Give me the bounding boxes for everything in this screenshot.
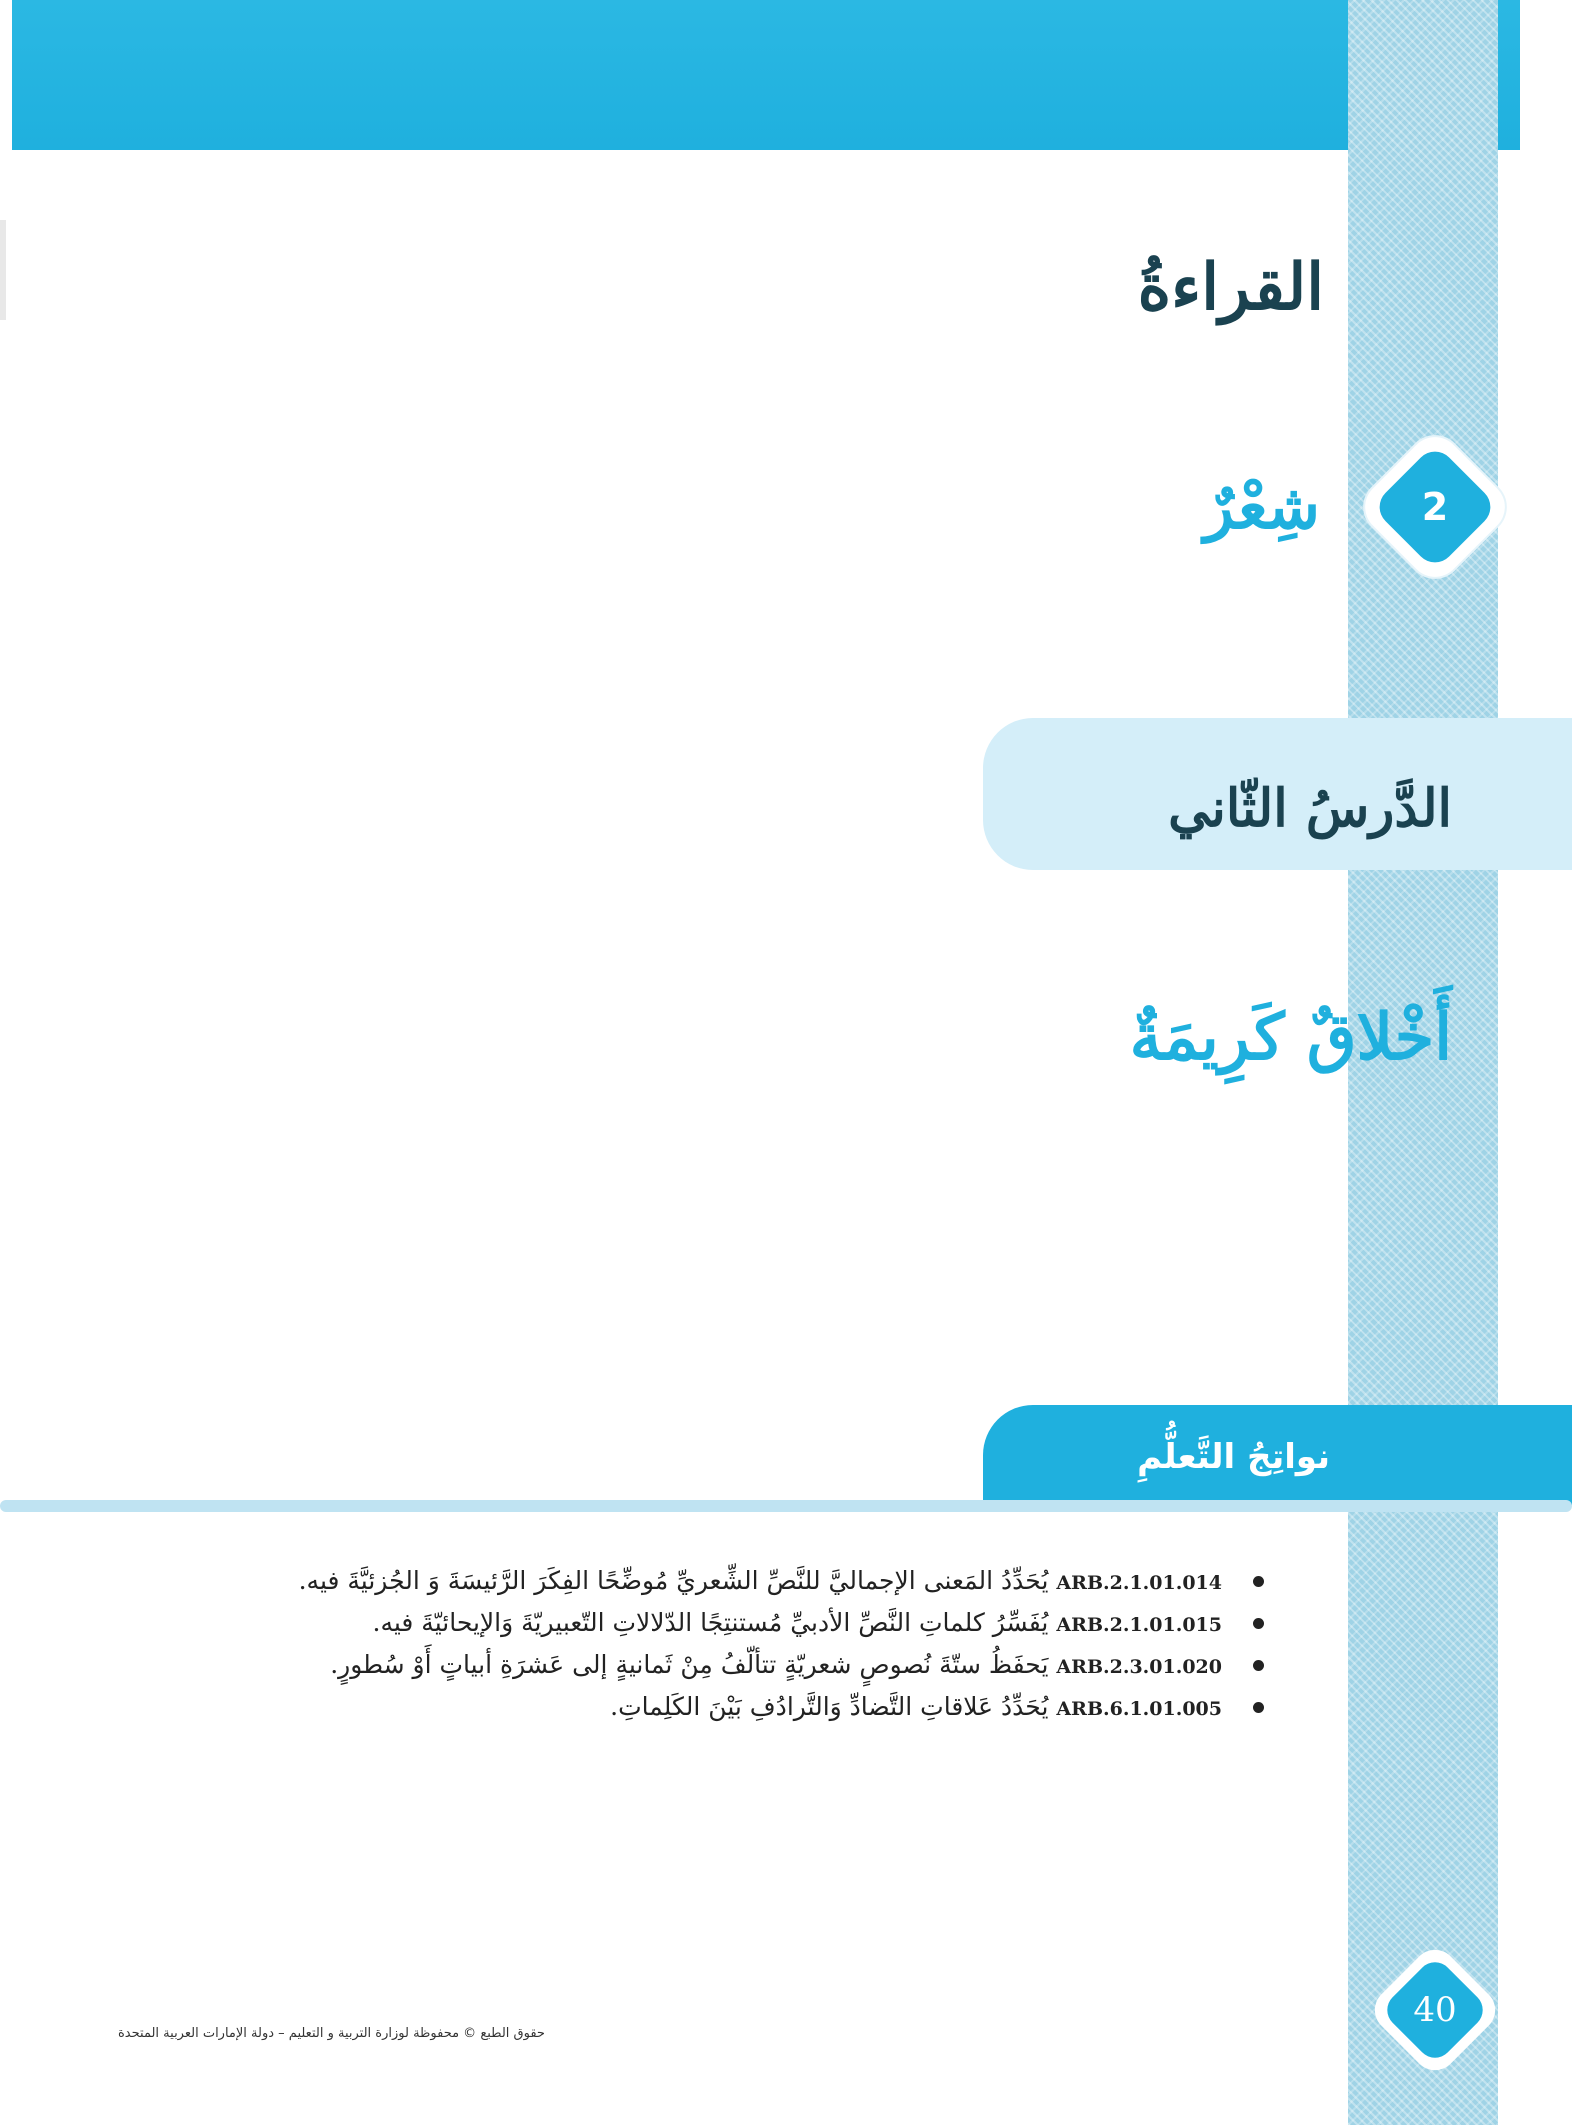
outcome-text: يُحَدِّدُ المَعنى الإجماليَّ للنَّصِّ الشِّعريِّ مُوضِّحًا الفِكَرَ الرَّئيسَةَ وَ الجُزئيَّةَ فيه.	[298, 1566, 1049, 1595]
lesson-name: أَخْلاقٌ كَرِيمَةٌ	[1129, 1000, 1452, 1075]
outcome-item	[212, 1644, 1272, 1686]
book-title: القراءةُ	[1137, 250, 1324, 325]
left-edge-mark	[0, 220, 6, 320]
outcome-text: يُفَسِّرُ كلماتِ النَّصِّ الأدبيِّ مُستنتِجًا الدّلالاتِ التّعبيريّةَ وَالإيحائيّةَ فيه.	[372, 1608, 1049, 1637]
unit-title: شِعْرٌ	[1203, 470, 1320, 543]
outcome-code: ARB.6.1.01.005	[1056, 1698, 1222, 1720]
top-header-band	[12, 0, 1520, 150]
outcome-item	[212, 1602, 1272, 1644]
outcome-item	[212, 1560, 1272, 1602]
outcome-item	[212, 1686, 1272, 1728]
outcomes-divider	[0, 1500, 1572, 1512]
unit-number-badge	[1360, 432, 1510, 582]
lesson-label: الدَّرسُ الثّاني	[1168, 778, 1452, 839]
outcomes-list	[212, 1560, 1272, 1728]
unit-number: 2	[1421, 485, 1449, 529]
outcome-code: ARB.2.3.01.020	[1056, 1656, 1222, 1678]
page-number-badge	[1370, 1945, 1500, 2075]
outcome-text: يَحفَظُ ستّةَ نُصوصٍ شعريّةٍ تتألّفُ مِنْ ثَمانيةٍ إلى عَشرَةِ أبياتٍ أَوْ سُطورٍ.	[330, 1650, 1049, 1679]
outcomes-heading: نواتِجُ التَّعلُّمِ	[1137, 1437, 1330, 1477]
outcome-code: ARB.2.1.01.015	[1056, 1614, 1222, 1636]
copyright-notice: حقوق الطبع © محفوظة لوزارة التربية و التعليم – دولة الإمارات العربية المتحدة	[118, 2026, 545, 2041]
outcome-text: يُحَدِّدُ عَلاقاتِ التَّضادِّ وَالتَّرادُفِ بَيْنَ الكَلِماتِ.	[610, 1692, 1049, 1721]
page-number: 40	[1413, 1990, 1457, 2030]
outcome-code: ARB.2.1.01.014	[1056, 1572, 1222, 1594]
